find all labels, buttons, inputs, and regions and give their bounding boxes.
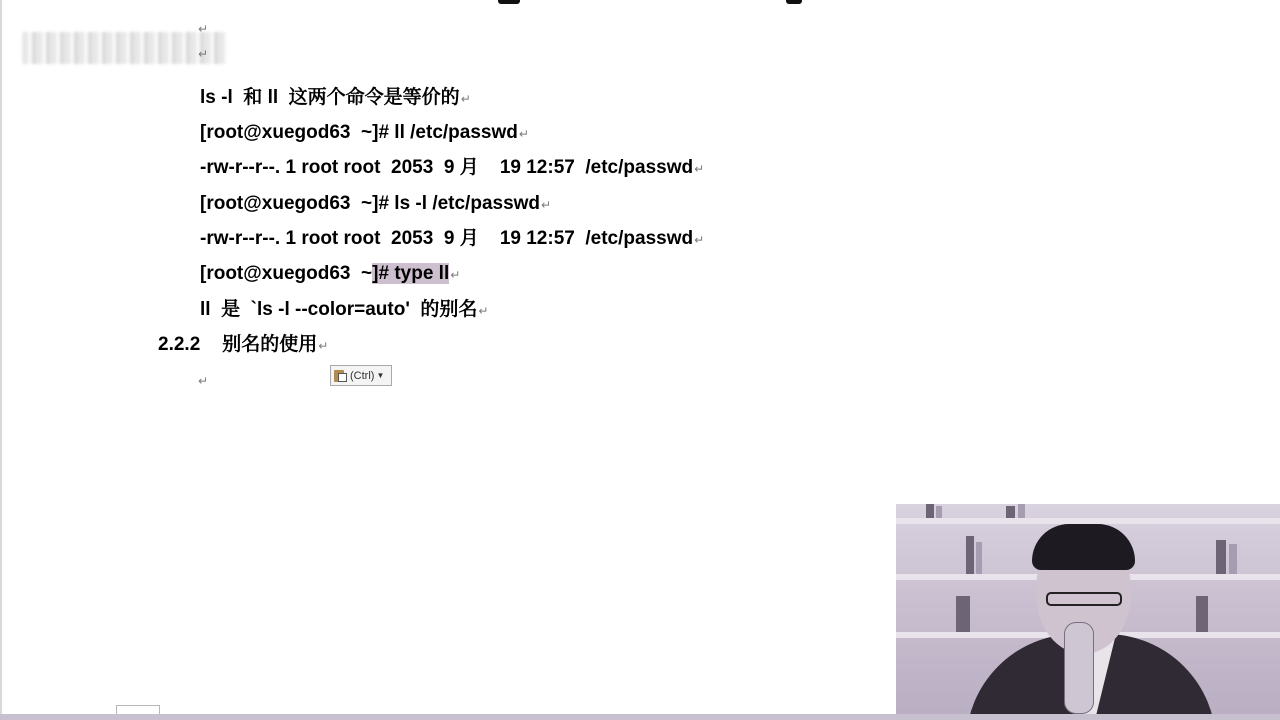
paste-options-label: (Ctrl) — [350, 369, 375, 382]
paragraph-mark: ↵ — [318, 339, 329, 353]
book — [1216, 540, 1226, 574]
bottom-scroll-bar[interactable] — [0, 714, 1280, 720]
book — [936, 506, 942, 518]
paragraph-mark: ↵ — [198, 22, 209, 36]
book — [966, 536, 974, 574]
page-left-border — [0, 0, 2, 720]
dropdown-arrow-icon: ▼ — [376, 371, 385, 380]
section-number: 2.2.2 — [158, 334, 201, 355]
microphone — [1064, 622, 1094, 714]
clipboard-icon — [334, 369, 347, 382]
webcam-overlay — [896, 504, 1280, 720]
book — [976, 542, 982, 574]
book — [926, 504, 934, 518]
paragraph-mark: ↵ — [518, 127, 529, 141]
doc-line-ll-output[interactable]: -rw-r--r--. 1 root root 2053 9 月 19 12:57 /etc/passwd↵ — [200, 157, 705, 178]
paragraph-mark: ↵ — [541, 198, 552, 212]
blurred-text-region — [22, 32, 227, 64]
presenter-hair — [1032, 524, 1135, 570]
cut-off-text-fragment — [786, 0, 802, 4]
paste-options-button[interactable] — [330, 365, 392, 386]
paragraph-mark: ↵ — [198, 374, 209, 388]
selected-text[interactable]: ]# type ll — [372, 263, 450, 284]
doc-line-type-command[interactable]: [root@xuegod63 ~]# type ll↵ — [200, 263, 461, 284]
section-heading[interactable] — [158, 333, 328, 358]
book — [956, 596, 970, 632]
section-title: 别名的使用 — [222, 334, 318, 355]
paragraph-mark: ↵ — [198, 47, 209, 61]
paragraph-mark: ↵ — [460, 92, 471, 106]
doc-line-equivalence[interactable]: ls -l 和 ll 这两个命令是等价的↵ — [200, 87, 471, 108]
book — [1229, 544, 1237, 574]
doc-line-ls-output[interactable]: -rw-r--r--. 1 root root 2053 9 月 19 12:57 /etc/passwd↵ — [200, 228, 705, 249]
cut-off-text-fragment — [498, 0, 520, 4]
book — [1196, 596, 1208, 632]
paragraph-mark: ↵ — [694, 233, 705, 247]
doc-line-alias-explanation[interactable]: ll 是 `ls -l --color=auto' 的别名↵ — [200, 299, 489, 320]
paragraph-mark: ↵ — [694, 162, 705, 176]
doc-line-ls-command[interactable]: [root@xuegod63 ~]# ls -l /etc/passwd↵ — [200, 193, 552, 214]
book — [1006, 506, 1015, 518]
book — [1018, 504, 1025, 518]
paragraph-mark: ↵ — [450, 268, 461, 282]
doc-line-ll-command[interactable]: [root@xuegod63 ~]# ll /etc/passwd↵ — [200, 122, 529, 143]
presenter-glasses — [1046, 592, 1122, 606]
paragraph-mark: ↵ — [478, 304, 489, 318]
